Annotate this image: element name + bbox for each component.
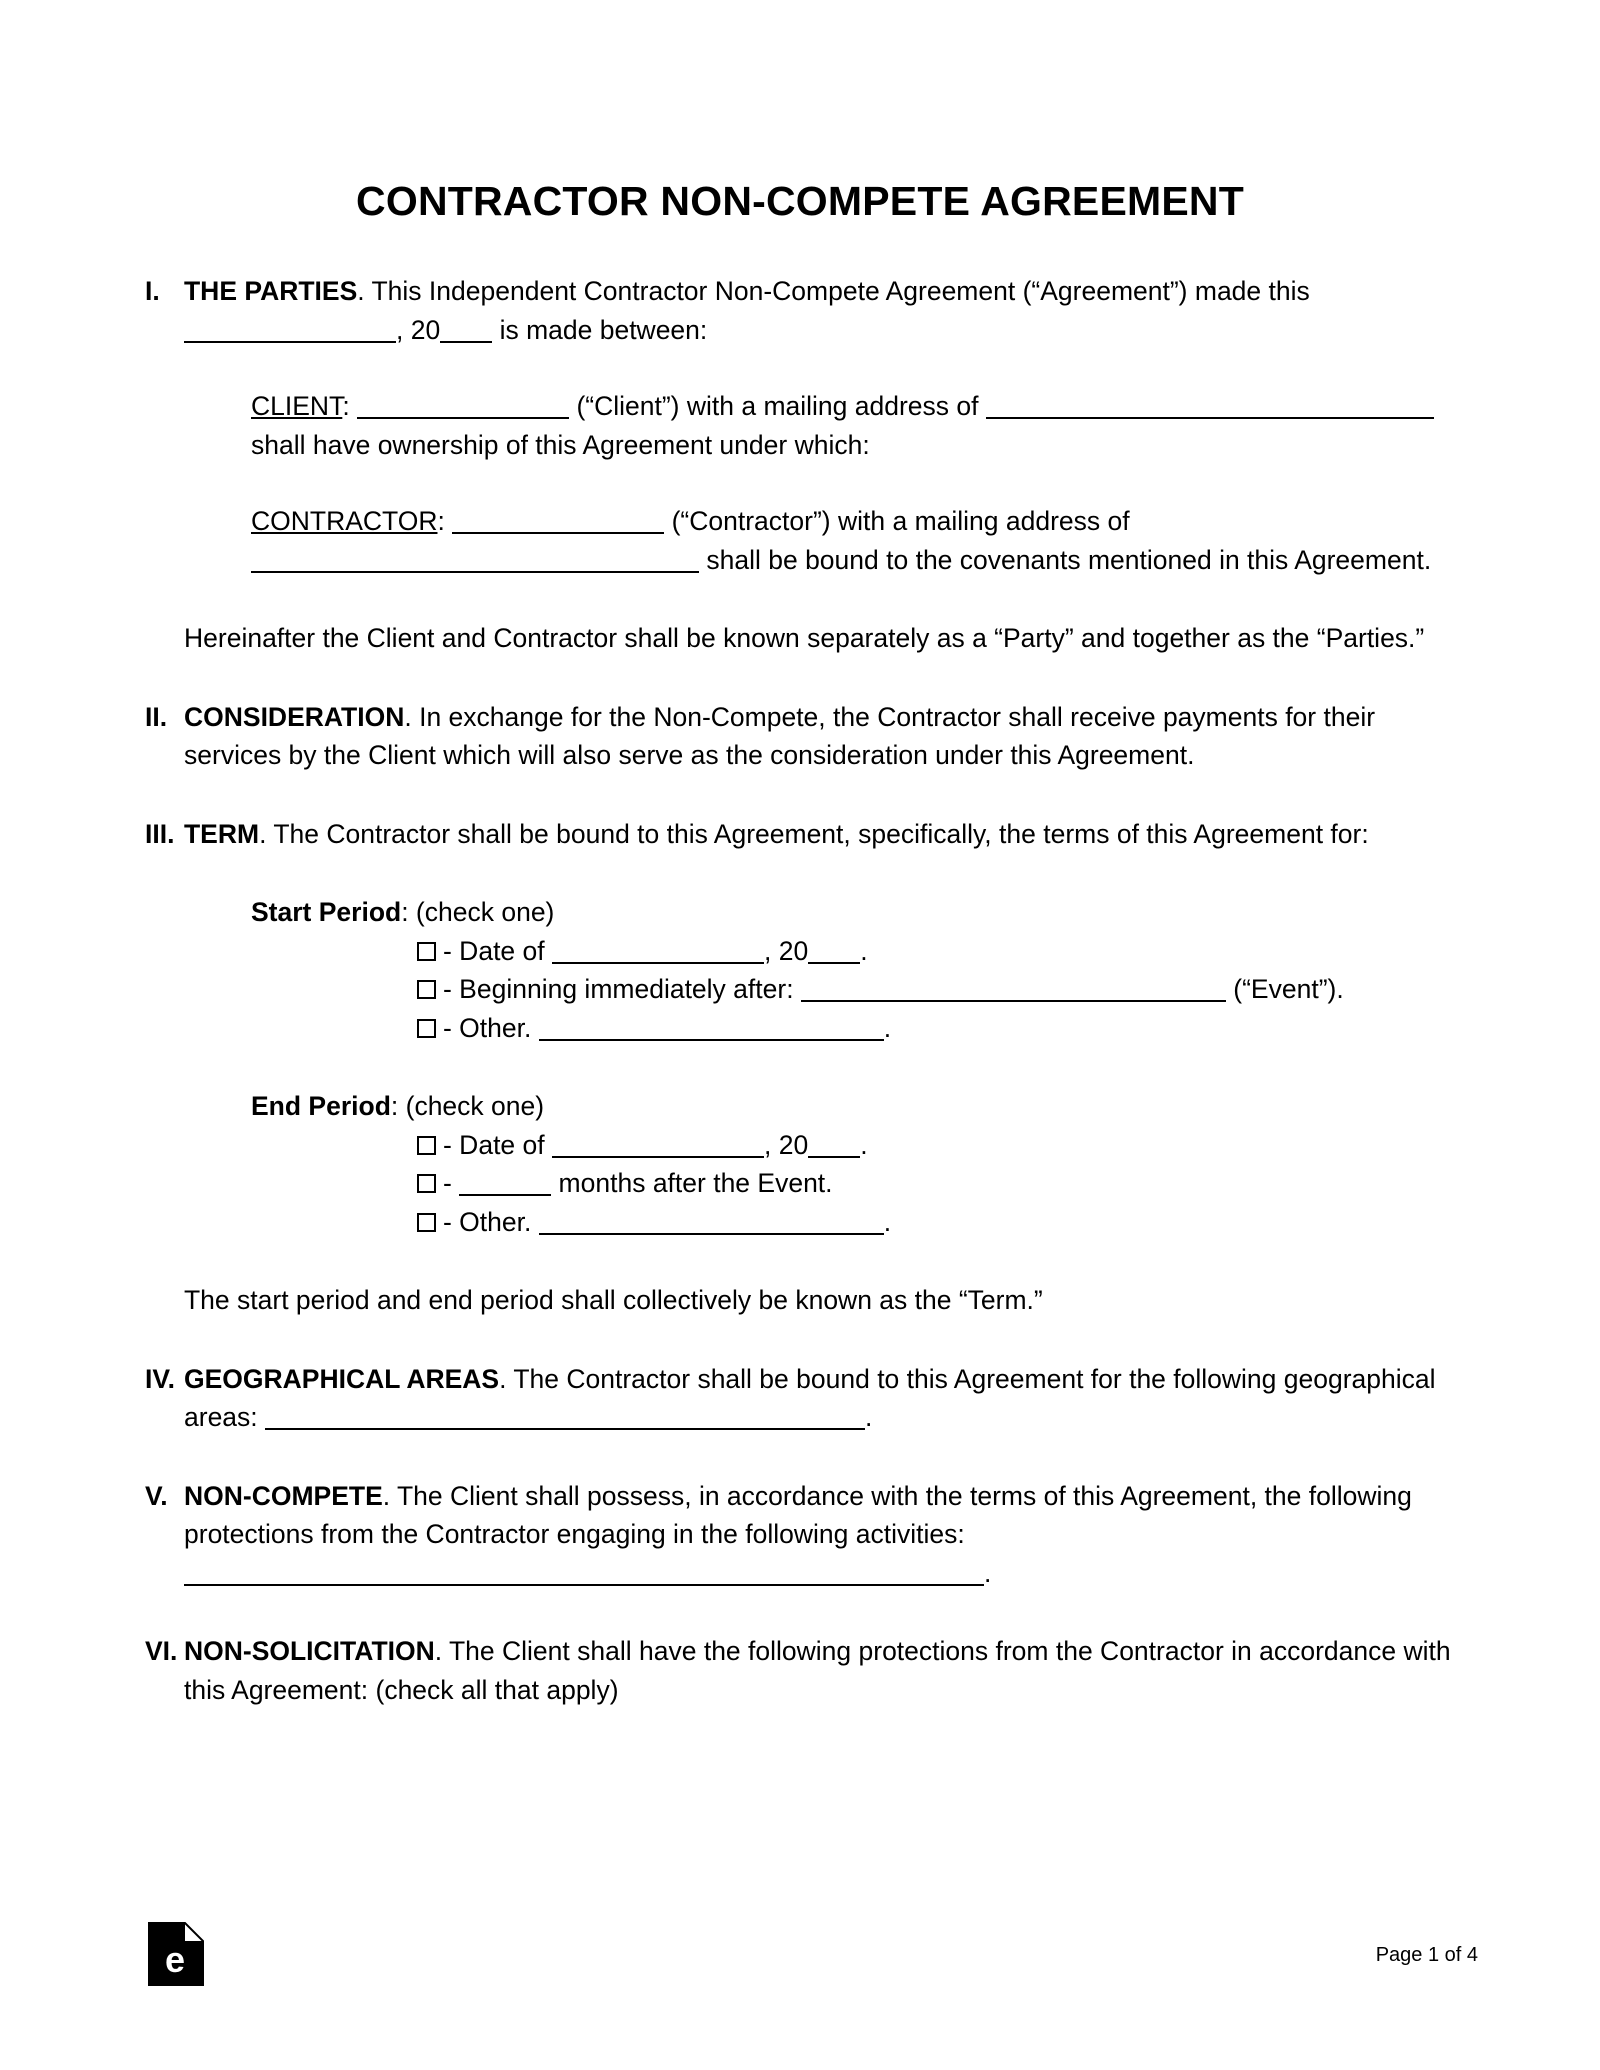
start-option-event-suffix: (“Event”). — [1225, 974, 1344, 1004]
spacer — [145, 1437, 1465, 1477]
spacer — [145, 853, 1465, 893]
start-period-block — [145, 893, 1465, 1047]
contractor-after-blank-text: (“Contractor”) with a mailing address of — [671, 506, 1130, 536]
section-numeral-i: I. — [145, 276, 160, 306]
end-period-block — [145, 1087, 1465, 1241]
start-option-date-suffix: . — [860, 935, 868, 966]
start-date-blank[interactable] — [552, 941, 764, 964]
section-numeral-v: V. — [145, 1480, 168, 1511]
section-heading-the-parties: THE PARTIES — [184, 276, 358, 306]
start-option-other-prefix: - Other. — [443, 1012, 539, 1043]
eforms-logo-icon — [148, 1922, 204, 1986]
end-period-label: End Period — [251, 1091, 391, 1121]
eforms-logo-letter: e — [164, 1939, 186, 1980]
section-non-solicitation — [145, 1632, 1465, 1709]
spacer — [145, 464, 1465, 502]
end-months-blank[interactable] — [459, 1173, 551, 1196]
section-parties-text-1: . This Independent Contractor Non-Compete Agreement (“Agreement”) made this — [357, 276, 1310, 306]
page-number: Page 1 of 4 — [1375, 1944, 1478, 1966]
section-geographical-areas-text: . The Contractor shall be bound to this Agreement for the following geographical areas: — [184, 1363, 1436, 1432]
start-event-blank[interactable] — [801, 979, 1226, 1002]
client-name-blank[interactable] — [357, 396, 569, 419]
section-heading-consideration: CONSIDERATION — [184, 701, 405, 732]
section-geographical-areas-suffix: . — [865, 1402, 873, 1432]
end-option-other-prefix: - Other. — [443, 1206, 539, 1237]
section-non-compete-suffix: . — [984, 1557, 992, 1588]
section-heading-non-solicitation: NON-SOLICITATION — [184, 1636, 435, 1666]
start-other-blank[interactable] — [539, 1018, 884, 1041]
contractor-label: CONTRACTOR — [251, 506, 438, 536]
section-parties-text-2: , 20 — [396, 314, 441, 345]
start-period-label: Start Period — [251, 897, 402, 927]
checkbox-icon[interactable] — [417, 980, 436, 999]
client-label: CLIENT — [251, 391, 343, 421]
start-option-event-prefix: - Beginning immediately after: — [443, 974, 801, 1004]
end-period-option-other[interactable] — [184, 1203, 1465, 1242]
term-collective-paragraph: The start period and end period shall collectively be known as the “Term.” — [184, 1285, 1043, 1315]
section-non-solicitation-text: . The Client shall have the following protections from the Contractor in accordance with this Agreement: (check all that apply) — [184, 1636, 1451, 1705]
agreement-year-blank[interactable] — [440, 320, 492, 343]
end-option-date-prefix: - Date of — [443, 1129, 552, 1160]
start-period-option-other[interactable] — [184, 1009, 1465, 1048]
client-after-blank-text: (“Client”) with a mailing address of — [576, 391, 986, 421]
spacer — [145, 775, 1465, 815]
start-option-date-middle: , 20 — [764, 935, 809, 966]
end-option-other-suffix: . — [883, 1206, 892, 1237]
non-compete-activities-blank[interactable] — [184, 1563, 984, 1586]
section-heading-term: TERM — [184, 818, 260, 849]
page-title: CONTRACTOR NON-COMPETE AGREEMENT — [356, 178, 1244, 224]
end-period-suffix: : (check one) — [390, 1091, 545, 1121]
contractor-name-blank[interactable] — [452, 511, 664, 534]
section-numeral-iv: IV. — [145, 1363, 175, 1394]
geographical-areas-blank[interactable] — [265, 1407, 865, 1430]
section-term — [145, 815, 1465, 854]
client-address-blank[interactable] — [986, 396, 1434, 419]
section-geographical-areas — [145, 1360, 1465, 1437]
document-body — [145, 272, 1465, 1709]
spacer — [145, 579, 1465, 619]
section-non-compete-text: . The Client shall possess, in accordance with the terms of this Agreement, the following protections from the Contractor engaging in the following activities: — [184, 1480, 1412, 1549]
start-year-blank[interactable] — [808, 941, 860, 964]
start-period-option-date[interactable] — [184, 932, 1465, 971]
section-non-compete — [145, 1477, 1465, 1593]
checkbox-icon[interactable] — [417, 1136, 436, 1155]
start-option-date-prefix: - Date of — [443, 935, 552, 966]
end-option-months-suffix: months after the Event. — [551, 1168, 833, 1198]
spacer — [145, 658, 1465, 698]
start-period-suffix: : (check one) — [401, 897, 555, 927]
checkbox-icon[interactable] — [417, 942, 436, 961]
end-option-date-middle: , 20 — [764, 1129, 809, 1160]
checkbox-icon[interactable] — [417, 1174, 436, 1193]
contractor-colon: : — [437, 506, 445, 536]
start-option-other-suffix: . — [883, 1012, 892, 1043]
section-heading-non-compete: NON-COMPETE — [184, 1480, 383, 1511]
end-option-months-prefix: - — [443, 1168, 460, 1198]
section-heading-geographical-areas: GEOGRAPHICAL AREAS — [184, 1363, 500, 1394]
section-term-text: . The Contractor shall be bound to this Agreement, specifically, the terms of this Agreement for: — [259, 818, 1369, 849]
end-date-blank[interactable] — [552, 1135, 764, 1158]
section-numeral-iii: III. — [145, 818, 175, 849]
client-block — [145, 387, 1465, 464]
agreement-date-blank[interactable] — [184, 320, 396, 343]
end-option-date-suffix: . — [860, 1129, 868, 1160]
checkbox-icon[interactable] — [417, 1213, 436, 1232]
hereinafter-paragraph: Hereinafter the Client and Contractor shall be known separately as a “Party” and together as the “Parties.” — [184, 623, 1425, 653]
end-period-option-date[interactable] — [184, 1126, 1465, 1165]
spacer — [145, 1592, 1465, 1632]
spacer — [145, 1241, 1465, 1281]
end-period-option-months[interactable] — [184, 1164, 1465, 1203]
contractor-block — [145, 502, 1465, 579]
contractor-address-blank[interactable] — [251, 550, 699, 573]
contractor-after-address-text: shall be bound to the covenants mentioned in this Agreement. — [699, 544, 1432, 575]
section-numeral-vi: VI. — [145, 1636, 178, 1666]
spacer — [145, 349, 1465, 387]
section-consideration-text: . In exchange for the Non-Compete, the Contractor shall receive payments for their services by the Client which will also serve as the consideration under this Agreement. — [184, 701, 1376, 770]
section-the-parties — [145, 272, 1465, 349]
section-numeral-ii: II. — [145, 701, 168, 732]
spacer — [145, 1320, 1465, 1360]
end-other-blank[interactable] — [539, 1212, 884, 1235]
checkbox-icon[interactable] — [417, 1019, 436, 1038]
end-year-blank[interactable] — [808, 1135, 860, 1158]
client-colon: : — [342, 391, 350, 421]
page-footer — [0, 1930, 1600, 2050]
start-period-option-event[interactable] — [184, 970, 1465, 1009]
section-parties-text-3: is made between: — [492, 314, 708, 345]
section-consideration — [145, 698, 1465, 775]
client-after-address-text: shall have ownership of this Agreement under which: — [251, 429, 870, 460]
spacer — [145, 1047, 1465, 1087]
